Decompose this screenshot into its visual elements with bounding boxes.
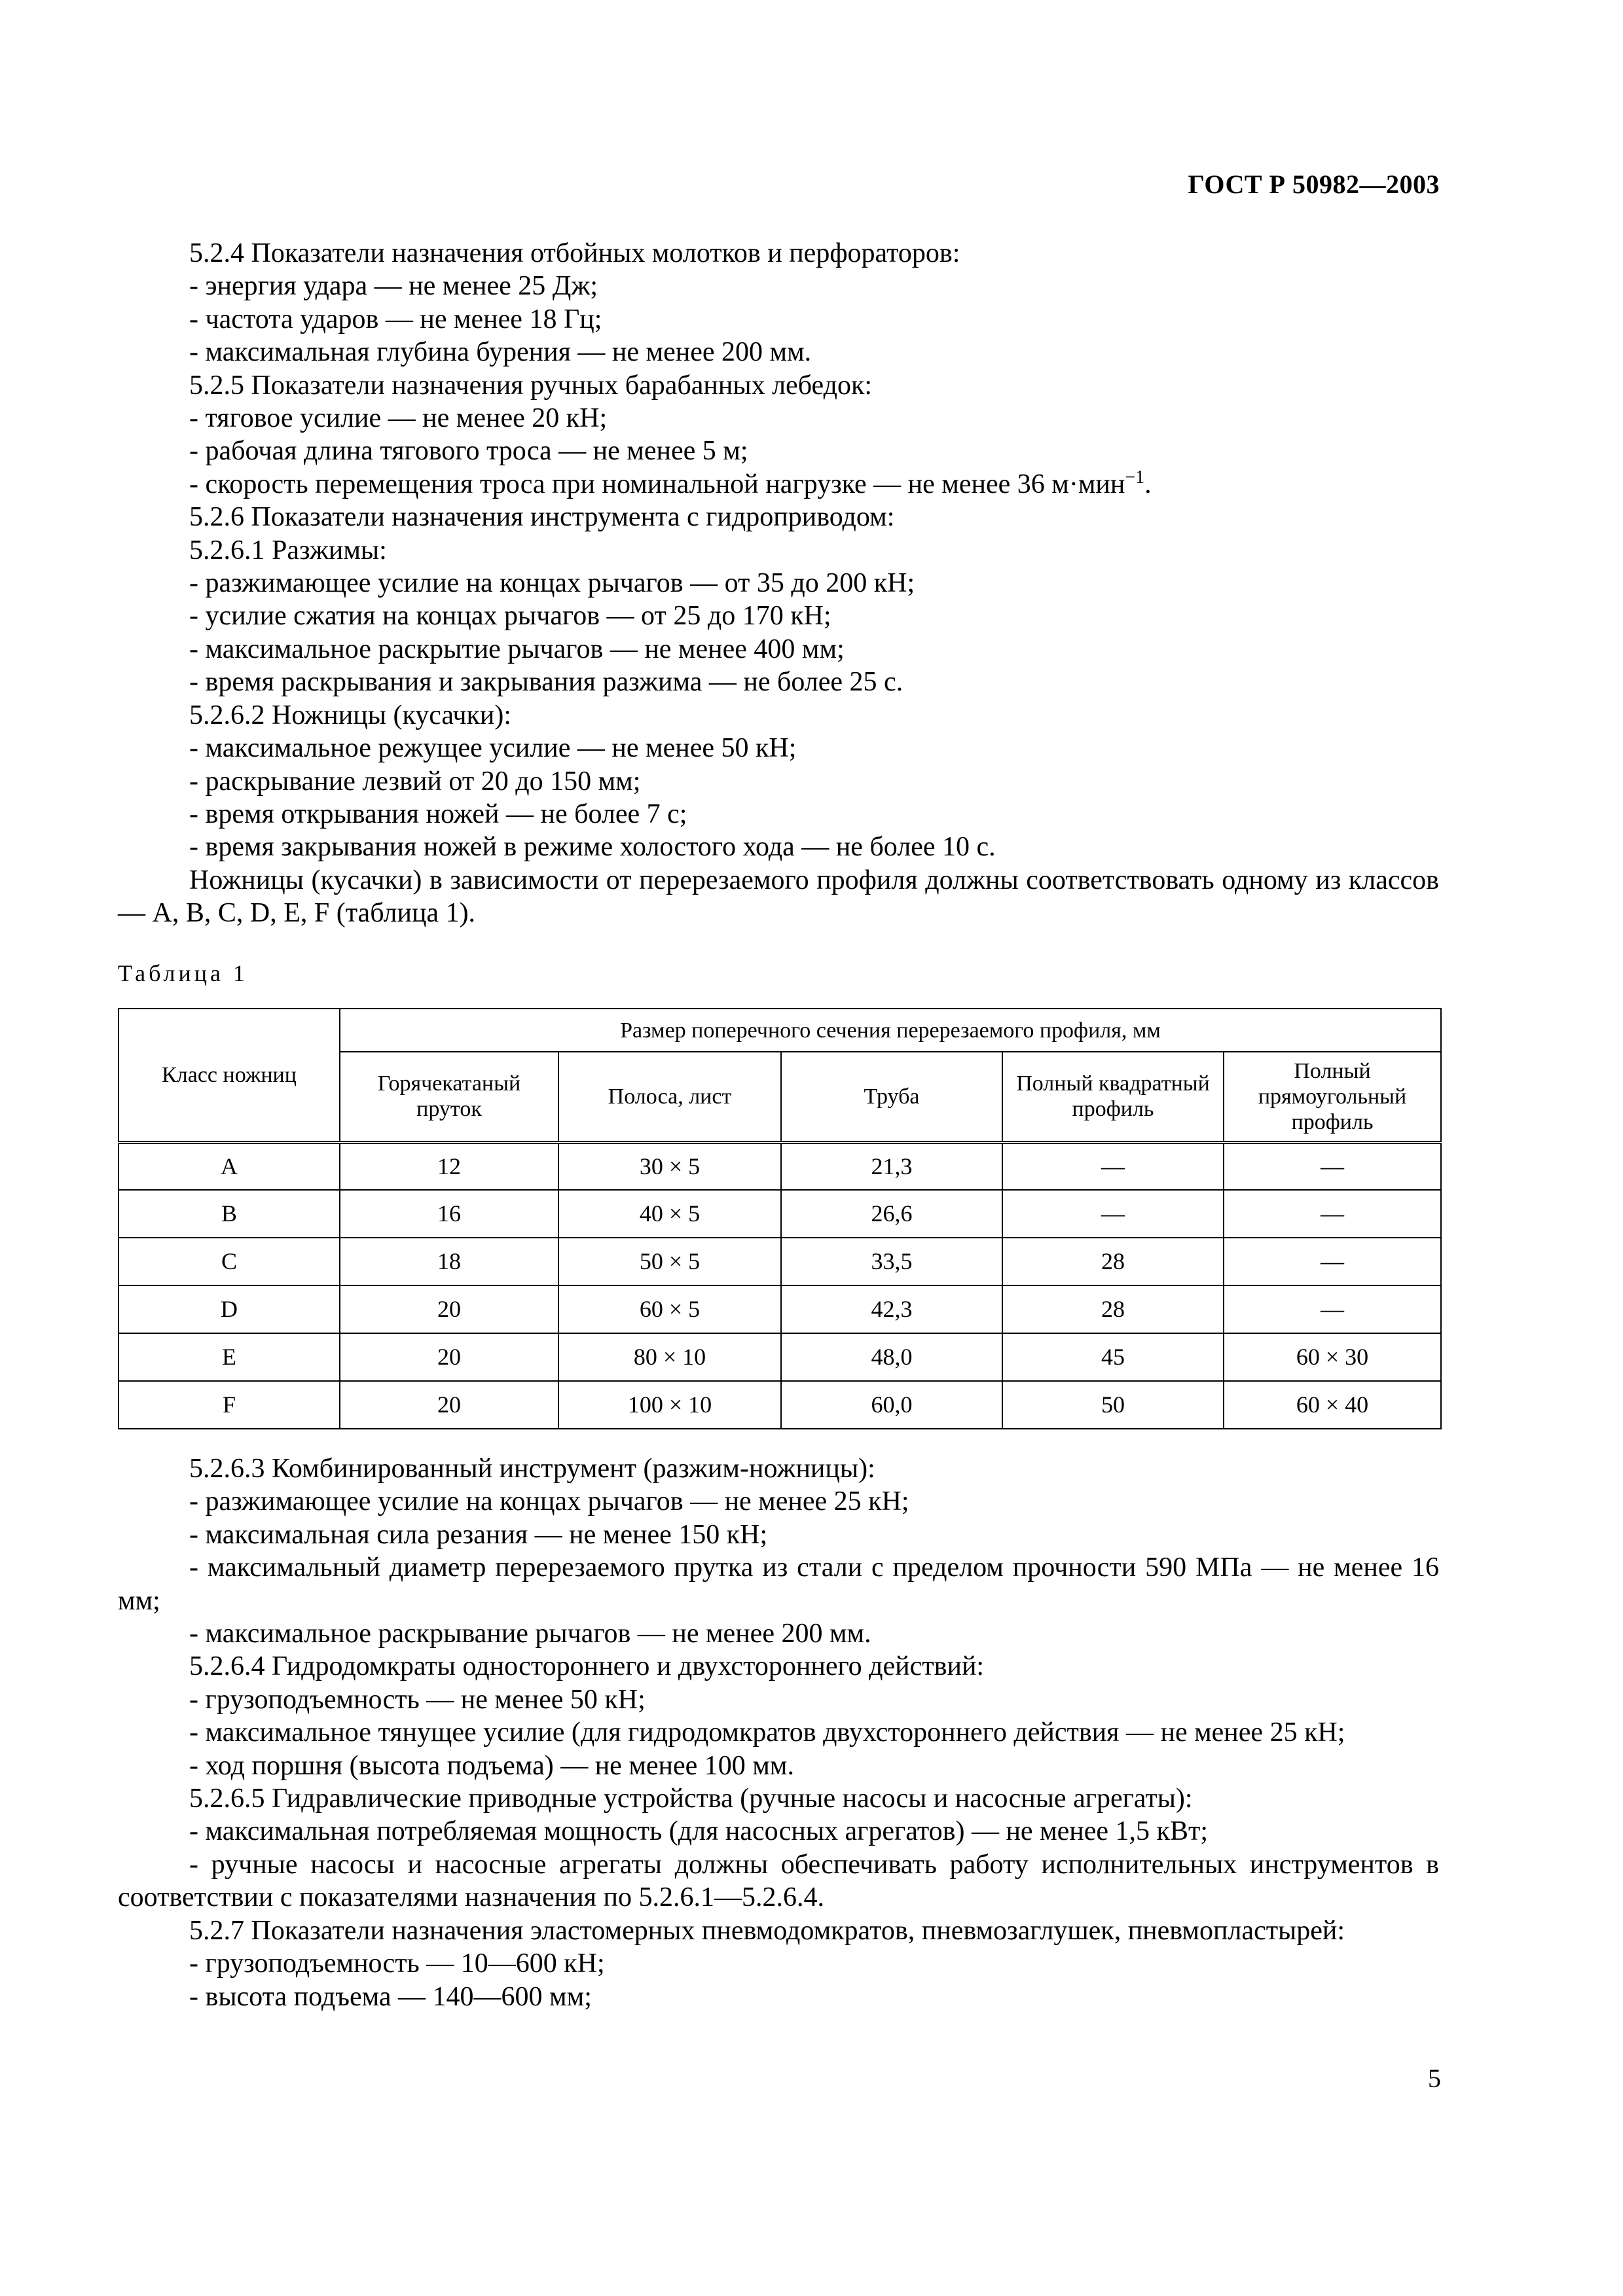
list-item: - частота ударов — не менее 18 Гц; xyxy=(189,304,602,334)
table-cell: 45 xyxy=(1002,1333,1224,1381)
table-cell: E xyxy=(119,1333,340,1381)
table-cell: 12 xyxy=(340,1142,558,1190)
list-item: - тяговое усилие — не менее 20 кН; xyxy=(189,403,608,434)
table-cell: 50 × 5 xyxy=(558,1238,781,1285)
table-cell: 28 xyxy=(1002,1238,1224,1285)
speed-suffix: . xyxy=(1144,469,1152,499)
section-bottom xyxy=(118,1452,1439,2013)
scissors-class-table xyxy=(118,1008,1442,1429)
list-item: - грузоподъемность — 10—600 кН; xyxy=(189,1948,605,1979)
paragraph-heading: 5.2.6.4 Гидродомкраты одностороннего и двухстороннего действий: xyxy=(189,1651,985,1682)
paragraph-heading: 5.2.6.2 Ножницы (кусачки): xyxy=(189,700,512,730)
list-item: - энергия удара — не менее 25 Дж; xyxy=(189,271,598,302)
table-cell: 60,0 xyxy=(781,1381,1002,1429)
table-cell: F xyxy=(119,1381,340,1429)
table-cell: 60 × 40 xyxy=(1224,1381,1441,1429)
table-row xyxy=(119,1238,1441,1285)
table-cell: 30 × 5 xyxy=(558,1142,781,1190)
table-cell: — xyxy=(1002,1190,1224,1238)
list-item: - максимальное режущее усилие — не менее 50 кН; xyxy=(189,733,797,764)
table-cell: A xyxy=(119,1142,340,1190)
table-cell: — xyxy=(1224,1285,1441,1333)
table-caption: Таблица 1 xyxy=(118,960,248,986)
table-cell: 28 xyxy=(1002,1285,1224,1333)
list-item: - время открывания ножей — не более 7 с; xyxy=(189,798,687,829)
paragraph-heading: 5.2.6.1 Разжимы: xyxy=(189,535,387,565)
table-cell: 40 × 5 xyxy=(558,1190,781,1238)
column-header: Полный прямоугольный профиль xyxy=(1224,1052,1441,1142)
paragraph-heading: 5.2.6.3 Комбинированный инструмент (разжим-ножницы): xyxy=(189,1454,875,1484)
list-item: - рабочая длина тягового троса — не менее 5 м; xyxy=(189,436,748,467)
table-cell: — xyxy=(1224,1190,1441,1238)
list-item: - грузоподъемность — не менее 50 кН; xyxy=(189,1684,646,1715)
paragraph-heading: 5.2.6 Показатели назначения инструмента с гидроприводом: xyxy=(189,502,895,533)
table-row xyxy=(119,1381,1441,1429)
table-cell: 60 × 30 xyxy=(1224,1333,1441,1381)
speed-superscript: −1 xyxy=(1125,467,1145,488)
table-cell: 21,3 xyxy=(781,1142,1002,1190)
list-item: - максимальное тянущее усилие (для гидродомкратов двухстороннего действия — не менее 25 кН; xyxy=(189,1717,1345,1748)
list-item: - время раскрывания и закрывания разжима — не более 25 с. xyxy=(189,667,903,698)
table-cell: B xyxy=(119,1190,340,1238)
speed-text: - скорость перемещения троса при номинальной нагрузке — не менее 36 м·мин xyxy=(189,469,1125,499)
table-cell: C xyxy=(119,1238,340,1285)
group-header: Размер поперечного сечения перерезаемого профиля, мм xyxy=(340,1009,1441,1052)
table-cell: 50 xyxy=(1002,1381,1224,1429)
list-item: - высота подъема — 140—600 мм; xyxy=(189,1981,592,2012)
table-row xyxy=(119,1190,1441,1238)
list-item: - время закрывания ножей в режиме холостого хода — не более 10 с. xyxy=(189,832,996,863)
table-cell: 18 xyxy=(340,1238,558,1285)
table-cell: 48,0 xyxy=(781,1333,1002,1381)
list-item: - усилие сжатия на концах рычагов — от 25 до 170 кН; xyxy=(189,601,831,632)
table-cell: D xyxy=(119,1285,340,1333)
list-item: - максимальное раскрытие рычагов — не менее 400 мм; xyxy=(189,634,845,664)
table-cell: 20 xyxy=(340,1333,558,1381)
list-item: - разжимающее усилие на концах рычагов — от 35 до 200 кН; xyxy=(189,568,915,599)
table-cell: — xyxy=(1224,1238,1441,1285)
list-item: - максимальная потребляемая мощность (для насосных агрегатов) — не менее 1,5 кВт; xyxy=(189,1816,1208,1847)
paragraph-heading: 5.2.7 Показатели назначения эластомерных пневмодомкратов, пневмозаглушек, пневмопластырей: xyxy=(189,1915,1345,1946)
list-item: - максимальная сила резания — не менее 150 кН; xyxy=(189,1519,768,1550)
list-item: - разжимающее усилие на концах рычагов — не менее 25 кН; xyxy=(189,1486,909,1517)
table-cell: 80 × 10 xyxy=(558,1333,781,1381)
table-cell: — xyxy=(1002,1142,1224,1190)
list-item: - максимальный диаметр перерезаемого прутка из стали с пределом прочности 590 МПа — не менее 16 мм; xyxy=(118,1552,1439,1616)
table-row xyxy=(119,1285,1441,1333)
page-number: 5 xyxy=(1428,2064,1441,2093)
list-item: - максимальная глубина бурения — не менее 200 мм. xyxy=(189,337,812,368)
column-header: Труба xyxy=(781,1052,1002,1142)
document-header: ГОСТ Р 50982—2003 xyxy=(1188,170,1440,199)
list-item: - раскрывание лезвий от 20 до 150 мм; xyxy=(189,766,641,797)
table-cell: 42,3 xyxy=(781,1285,1002,1333)
paragraph-heading: 5.2.5 Показатели назначения ручных барабанных лебедок: xyxy=(189,370,873,401)
table-cell: 20 xyxy=(340,1285,558,1333)
column-header: Полоса, лист xyxy=(558,1052,781,1142)
paragraph-heading: 5.2.6.5 Гидравлические приводные устройства (ручные насосы и насосные агрегаты): xyxy=(189,1784,1193,1814)
list-item: - максимальное раскрывание рычагов — не менее 200 мм. xyxy=(189,1619,871,1649)
column-header: Горячекатаный пруток xyxy=(340,1052,558,1142)
class-header: Класс ножниц xyxy=(119,1009,340,1142)
paragraph-heading: 5.2.4 Показатели назначения отбойных молотков и перфораторов: xyxy=(189,238,960,268)
list-item: - ход поршня (высота подъема) — не менее 100 мм. xyxy=(189,1750,794,1781)
table-cell: 16 xyxy=(340,1190,558,1238)
table-cell: 26,6 xyxy=(781,1190,1002,1238)
table-row xyxy=(119,1142,1441,1190)
table-cell: 100 × 10 xyxy=(558,1381,781,1429)
table-cell: 20 xyxy=(340,1381,558,1429)
section-top xyxy=(118,237,1439,930)
list-item: - ручные насосы и насосные агрегаты должны обеспечивать работу исполнительных инструментов в соответствии с показателями назначения по 5.2.6.1—5.2.6.4. xyxy=(118,1849,1439,1913)
table-cell: — xyxy=(1224,1142,1441,1190)
table-row xyxy=(119,1333,1441,1381)
column-header: Полный квадратный профиль xyxy=(1002,1052,1224,1142)
scissors-paragraph: Ножницы (кусачки) в зависимости от перерезаемого профиля должны соответствовать одному из классов — A, B, C, D, E, F (таблица 1). xyxy=(118,865,1439,929)
table-cell: 33,5 xyxy=(781,1238,1002,1285)
table-cell: 60 × 5 xyxy=(558,1285,781,1333)
list-item-speed xyxy=(118,468,1439,501)
